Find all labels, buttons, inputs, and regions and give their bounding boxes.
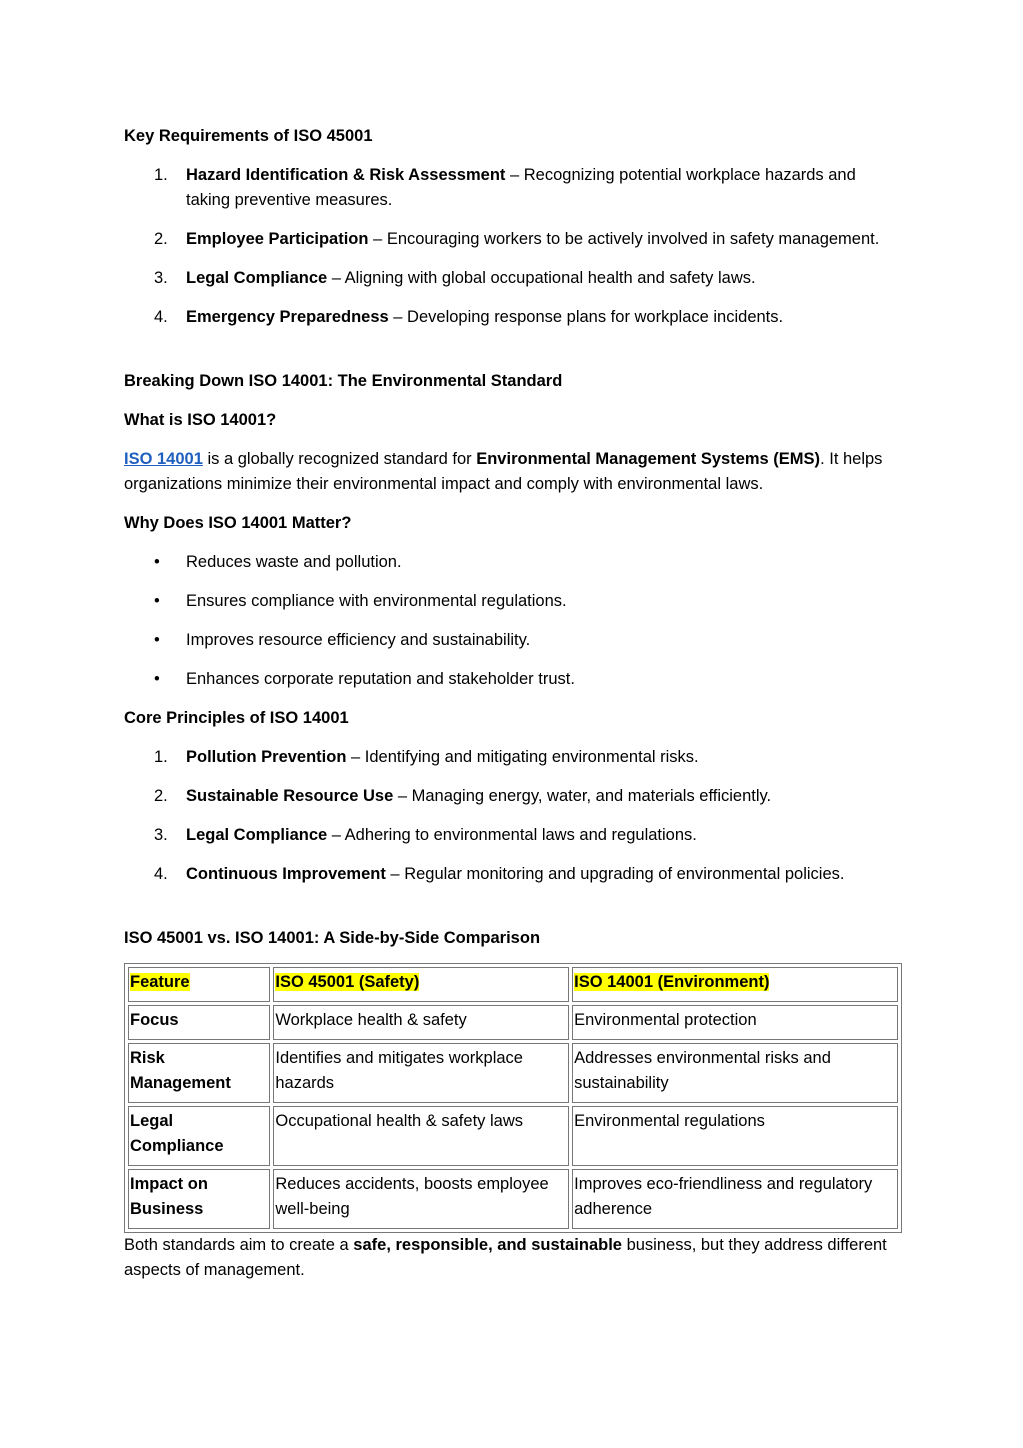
why-matter-list [124, 550, 904, 692]
iso-14001-link[interactable]: ISO 14001 [124, 450, 203, 468]
document-content [124, 124, 904, 1283]
table-header-row [128, 967, 898, 1002]
list-item: 1. Pollution Prevention – Identifying and mitigating environmental risks. [154, 748, 699, 766]
list-item: 3. Legal Compliance – Adhering to environmental laws and regulations. [154, 826, 697, 844]
table-cell: Workplace health & safety [273, 1005, 569, 1040]
table-cell: Identifies and mitigates workplace hazards [273, 1043, 569, 1103]
section-spacer [124, 901, 904, 926]
list-item: 1. Hazard Identification & Risk Assessment – Recognizing potential workplace hazards and taking preventive measures. [154, 166, 856, 209]
list-item: 4. Emergency Preparedness – Developing response plans for workplace incidents. [154, 308, 784, 326]
table-row [128, 1043, 898, 1103]
list-item: 2. Employee Participation – Encouraging workers to be actively involved in safety management. [154, 230, 880, 248]
table-cell: Reduces accidents, boosts employee well-being [273, 1169, 569, 1229]
table-cell: Occupational health & safety laws [273, 1106, 569, 1166]
heading-why-matter: Why Does ISO 14001 Matter? [124, 514, 352, 532]
list-item: • Enhances corporate reputation and stakeholder trust. [124, 667, 904, 692]
table-cell: Impact on Business [128, 1169, 270, 1229]
list-item: 3. Legal Compliance – Aligning with global occupational health and safety laws. [154, 269, 756, 287]
list-item: 4. Continuous Improvement – Regular monitoring and upgrading of environmental policies. [154, 865, 845, 883]
intro-paragraph: ISO 14001 is a globally recognized standard for Environmental Management Systems (EMS). It helps organizations minimize their environmental impact and comply with environmental laws. [124, 450, 883, 493]
closing-paragraph: Both standards aim to create a safe, responsible, and sustainable business, but they address different aspects of management. [124, 1236, 887, 1279]
bullet-icon: • [154, 553, 160, 571]
table-cell: Environmental regulations [572, 1106, 898, 1166]
heading-comparison: ISO 45001 vs. ISO 14001: A Side-by-Side Comparison [124, 929, 541, 947]
heading-breaking-down: Breaking Down ISO 14001: The Environmental Standard [124, 372, 563, 390]
list-item: • Reduces waste and pollution. [124, 550, 904, 575]
list-item: • Ensures compliance with environmental regulations. [124, 589, 904, 614]
table-cell: Addresses environmental risks and sustainability [572, 1043, 898, 1103]
bullet-icon: • [154, 592, 160, 610]
table-row [128, 1005, 898, 1040]
table-row [128, 1106, 898, 1166]
core-principles-list [124, 745, 904, 887]
table-cell: Improves eco-friendliness and regulatory adherence [572, 1169, 898, 1229]
list-item: • Improves resource efficiency and sustainability. [124, 628, 904, 653]
table-row [128, 1169, 898, 1229]
bullet-icon: • [154, 631, 160, 649]
key-requirements-list [124, 163, 904, 330]
heading-key-requirements: Key Requirements of ISO 45001 [124, 127, 373, 145]
heading-what-is: What is ISO 14001? [124, 411, 277, 429]
table-header-cell: ISO 14001 (Environment) [572, 967, 898, 1002]
comparison-table [124, 963, 902, 1233]
section-spacer [124, 344, 904, 369]
table-cell: Focus [128, 1005, 270, 1040]
list-item: 2. Sustainable Resource Use – Managing energy, water, and materials efficiently. [154, 787, 772, 805]
table-cell: Risk Management [128, 1043, 270, 1103]
table-header-cell: ISO 45001 (Safety) [273, 967, 569, 1002]
table-cell: Legal Compliance [128, 1106, 270, 1166]
table-cell: Environmental protection [572, 1005, 898, 1040]
heading-core-principles: Core Principles of ISO 14001 [124, 709, 349, 727]
bullet-icon: • [154, 670, 160, 688]
table-header-cell: Feature [128, 967, 270, 1002]
